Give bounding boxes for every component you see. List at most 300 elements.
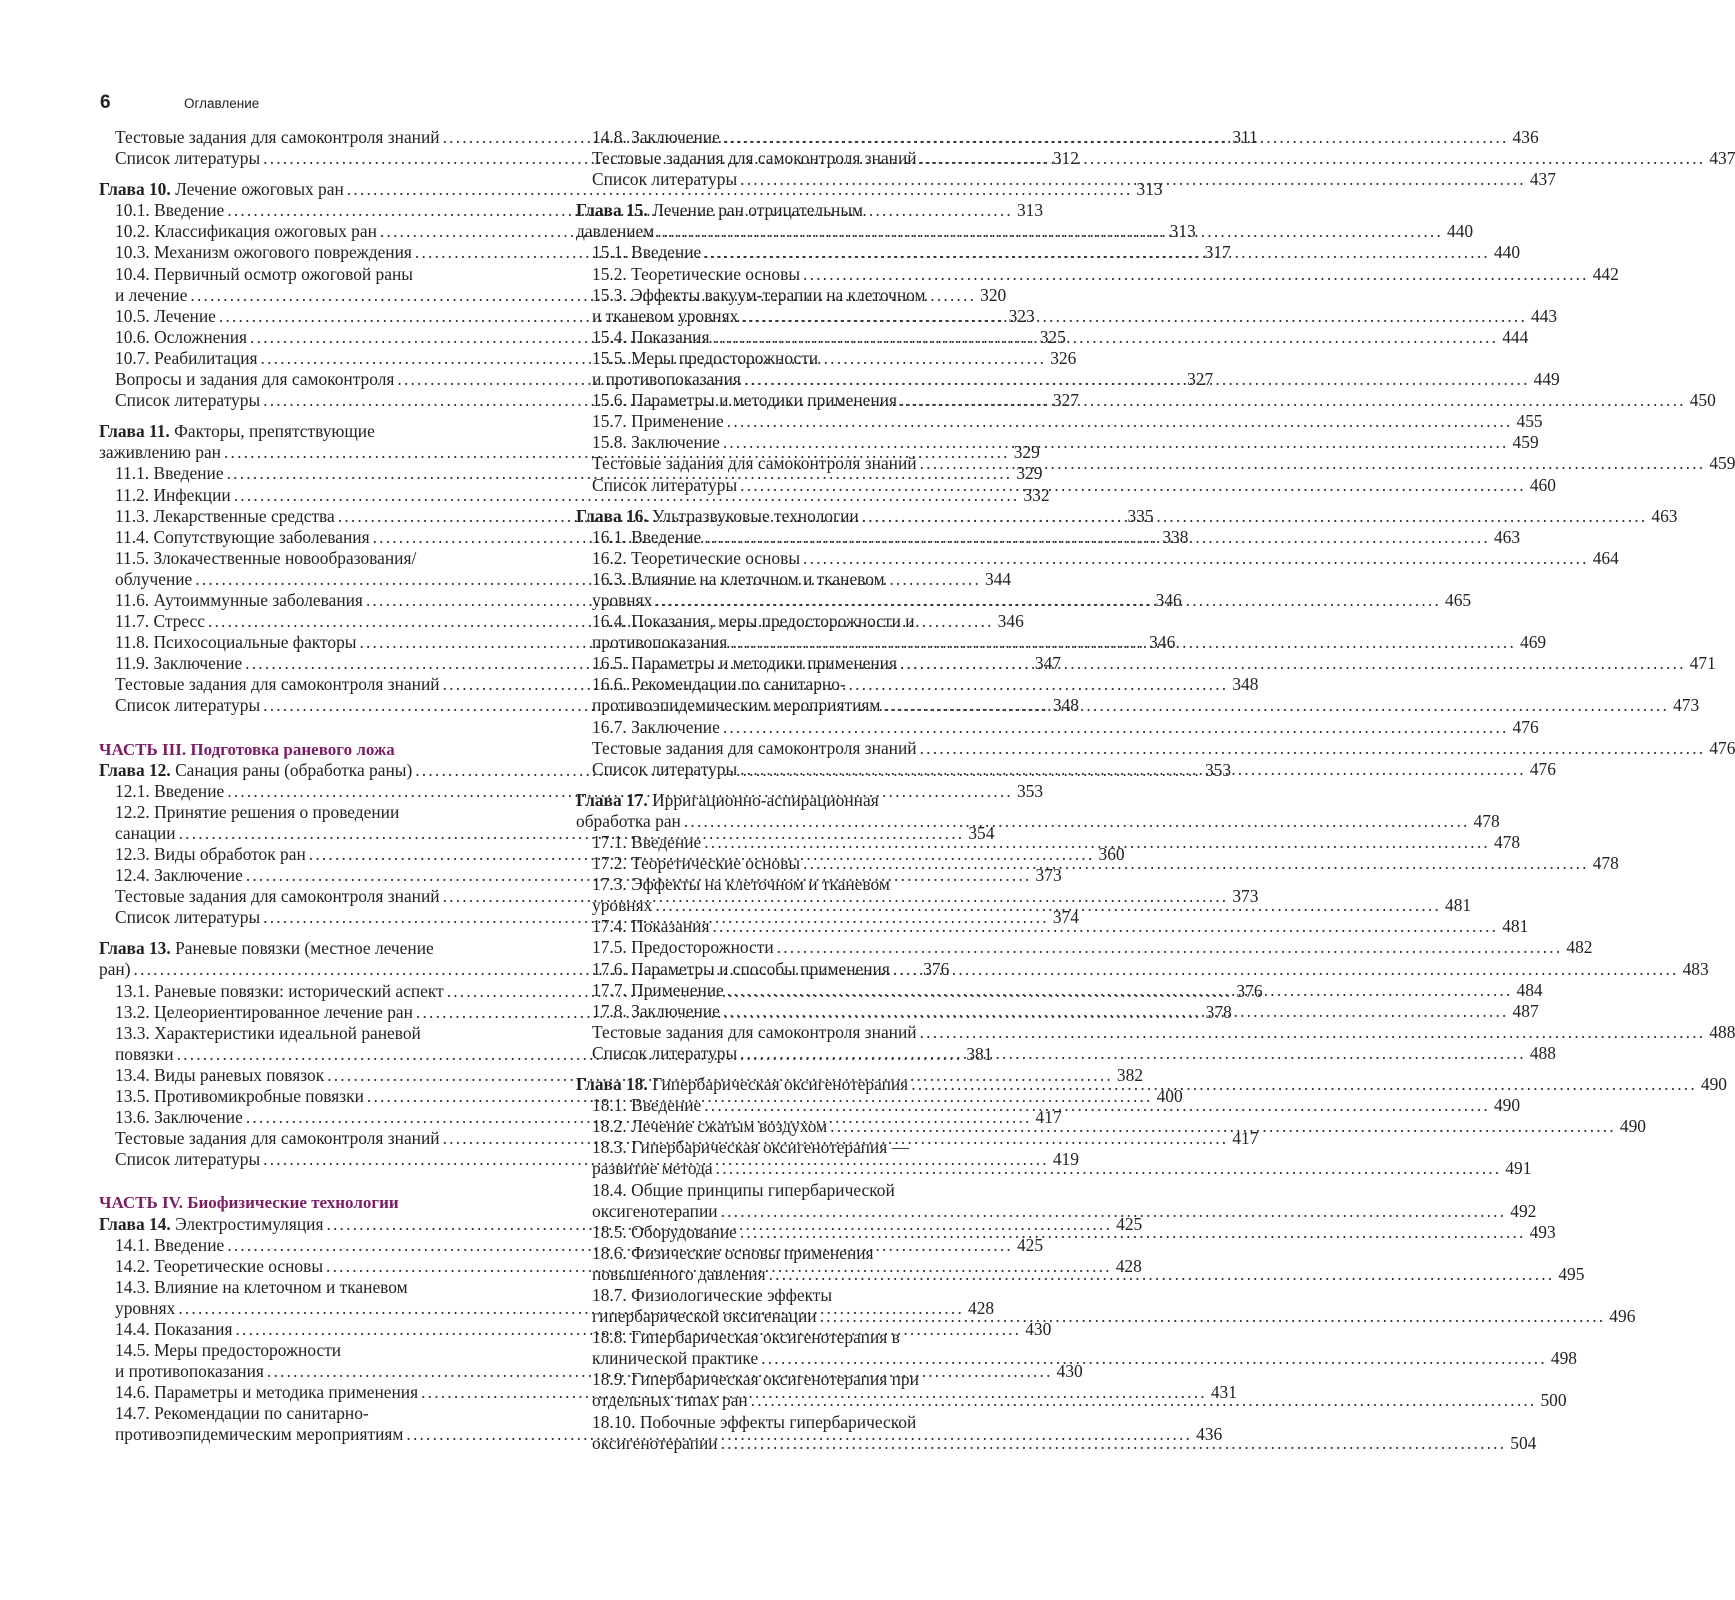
page-ref: 311: [1232, 127, 1258, 147]
page-ref: 360: [1098, 844, 1125, 864]
dot-leader: [681, 811, 1474, 832]
entry-title: обработка ран: [576, 810, 681, 831]
page-ref: 481: [1502, 916, 1529, 937]
page-ref: 442: [1592, 263, 1619, 284]
toc-entry: [576, 569, 1016, 590]
chapter-title: Лечение ран отрицательным: [647, 200, 864, 221]
entry-title: 15.5. Меры предосторожности: [592, 347, 819, 368]
entry-title: 10.7. Реабилитация: [115, 347, 258, 368]
toc-entry: [576, 1327, 1016, 1348]
entry-title: 14.3. Влияние на клеточном и тканевом: [115, 1276, 408, 1297]
toc-entry: [576, 1200, 1537, 1222]
toc-entry: [99, 264, 539, 285]
entry-title: 17.1. Введение: [592, 832, 702, 852]
page-ref: 323: [1008, 305, 1035, 326]
entry-title: гипербарической оксигенации: [592, 1306, 817, 1327]
part-heading: [99, 1192, 539, 1213]
page-ref: 464: [1592, 547, 1619, 568]
page-ref: 455: [1516, 411, 1543, 432]
dot-leader: [880, 695, 1673, 716]
page-ref: 325: [1039, 326, 1066, 347]
toc-entry: [99, 1340, 539, 1361]
dot-leader: [737, 759, 1530, 780]
page-ref: 428: [1115, 1255, 1142, 1276]
dot-leader: [720, 127, 1513, 148]
page-ref: 484: [1516, 979, 1543, 1000]
toc-entry: [576, 411, 1543, 432]
page-ref: 376: [1236, 980, 1263, 1001]
entry-title: 13.6. Заключение: [115, 1107, 243, 1128]
entry-title: 11.8. Психосоциальные факторы: [115, 632, 357, 653]
dot-leader: [827, 1116, 1620, 1137]
toc-entry: [576, 1021, 1735, 1043]
page-ref: 313: [1016, 200, 1044, 221]
entry-title: 16.7. Заключение: [592, 716, 720, 737]
part-heading: [99, 739, 539, 760]
entry-title: 14.2. Теоретические основы: [115, 1255, 324, 1276]
page-ref: 381: [966, 1043, 993, 1064]
page-ref: 419: [1052, 1149, 1079, 1170]
toc-entry: [99, 1023, 539, 1044]
page-ref: 313: [1136, 179, 1163, 200]
entry-title: Список литературы: [115, 907, 261, 928]
dot-leader: [652, 895, 1445, 916]
chapter-title: Электростимуляция: [170, 1213, 324, 1234]
dot-leader: [727, 632, 1520, 653]
toc-entry: [576, 1042, 1556, 1064]
entry-title: уровнях: [592, 895, 653, 916]
chapter-label: Глава 18.: [576, 1074, 648, 1095]
page-ref: 320: [980, 284, 1007, 305]
page-ref: 373: [1035, 865, 1062, 886]
page-ref: 478: [1473, 810, 1500, 831]
entry-title: 11.4. Сопутствующие заболевания: [115, 526, 370, 547]
entry-title: уровнях: [592, 589, 653, 610]
entry-title: Тестовые задания для самоконтроля знаний: [592, 148, 917, 169]
entry-title: Список литературы: [592, 758, 738, 779]
dot-leader: [766, 1264, 1559, 1285]
chapter-label: Глава 10.: [99, 179, 171, 200]
entry-title: 15.1. Введение: [592, 242, 702, 263]
entry-title: 16.4. Показания, меры предосторожности и: [592, 611, 915, 632]
chapter-label: Глава 13.: [99, 938, 171, 959]
page-ref: 348: [1232, 674, 1259, 695]
dot-leader: [917, 1022, 1710, 1043]
page-ref: 471: [1689, 653, 1716, 674]
page-ref: 440: [1493, 242, 1521, 263]
page-ref: 459: [1512, 432, 1539, 453]
entry-title: Список литературы: [115, 695, 261, 716]
page-ref: 492: [1510, 1200, 1537, 1221]
entry-title: 15.7. Применение: [592, 411, 724, 432]
toc-entry: [576, 285, 1016, 306]
entry-title: [99, 1214, 323, 1235]
page-ref: 317: [1204, 242, 1231, 263]
chapter-title: Ультразвуковые технологии: [647, 505, 859, 526]
chapter-title: Раневые повязки (местное лечение: [170, 938, 434, 959]
entry-title: 18.8. Гипербарическая оксигенотерапия в: [592, 1327, 900, 1348]
dot-leader: [908, 1074, 1701, 1095]
entry-title: и тканевом уровнях: [592, 305, 739, 326]
dot-leader: [800, 264, 1593, 285]
page-ref: 490: [1700, 1074, 1727, 1095]
entry-title: повязки: [115, 1043, 174, 1064]
entry-title: 15.4. Показания: [592, 326, 710, 347]
entry-title: 14.7. Рекомендации по санитарно-: [115, 1403, 369, 1424]
toc-entry: [576, 737, 1735, 759]
toc-entry: [576, 1243, 1016, 1264]
page-ref: 344: [985, 568, 1012, 589]
page-ref: 443: [1531, 305, 1558, 326]
page-ref: 482: [1566, 937, 1593, 958]
page-ref: 425: [1016, 1234, 1044, 1255]
page-ref: 332: [1023, 484, 1050, 505]
page-ref: 504: [1510, 1432, 1537, 1453]
dot-leader: [701, 832, 1494, 853]
entry-title: повышенного давления: [592, 1263, 766, 1284]
entry-title: 14.1. Введение: [115, 1234, 225, 1255]
entry-title: 16.3. Влияние на клеточном и тканевом: [592, 568, 885, 589]
dot-leader: [738, 306, 1531, 327]
page-ref: 374: [1052, 907, 1079, 928]
page-ref: 353: [1204, 759, 1232, 780]
dot-leader: [718, 1201, 1511, 1222]
dot-leader: [713, 1158, 1506, 1179]
entry-title: Тестовые задания для самоконтроля знаний: [115, 127, 440, 147]
entry-title: и лечение: [115, 284, 188, 305]
page-ref: 495: [1558, 1263, 1585, 1284]
toc-entry: [99, 802, 539, 823]
page-ref: 436: [1512, 127, 1539, 147]
entry-title: 12.3. Виды обработок ран: [115, 844, 306, 864]
entry-title: 12.2. Принятие решения о проведении: [115, 801, 400, 822]
page-ref: 465: [1445, 589, 1472, 610]
entry-title: 18.7. Физиологические эффекты: [592, 1284, 833, 1305]
page-ref: 431: [1210, 1382, 1237, 1403]
dot-leader: [737, 1222, 1530, 1243]
entry-title: Вопросы и задания для самоконтроля: [115, 369, 395, 390]
toc-entry: [576, 832, 1521, 853]
entry-title: давлением: [576, 221, 655, 242]
dot-leader: [720, 717, 1513, 738]
entry-title: 11.6. Аутоиммунные заболевания: [115, 589, 363, 610]
toc-entry: [576, 263, 1619, 285]
entry-title: [576, 506, 859, 527]
chapter-entry: [576, 200, 1016, 221]
entry-title: 15.6. Параметры и методики применения: [592, 390, 897, 411]
entry-title: и противопоказания: [592, 369, 741, 390]
page-ref: 346: [997, 611, 1024, 632]
entry-title: противопоказания: [592, 632, 728, 653]
entry-title: 14.8. Заключение: [592, 127, 720, 147]
part-heading-text: ЧАСТЬ III. Подготовка раневого ложа: [99, 739, 395, 759]
page-ref: 353: [1016, 780, 1044, 801]
page-ref: 436: [1196, 1424, 1223, 1445]
entry-title: 16.5. Параметры и методики применения: [592, 653, 897, 674]
page-ref: 487: [1512, 1000, 1539, 1021]
dot-leader: [737, 1043, 1530, 1064]
dot-leader: [701, 242, 1494, 263]
entry-title: и противопоказания: [115, 1361, 264, 1382]
entry-title: [99, 938, 434, 959]
entry-title: [99, 421, 375, 442]
page-ref: 449: [1533, 369, 1560, 390]
page-ref: 490: [1619, 1116, 1646, 1137]
entry-title: Список литературы: [115, 148, 261, 169]
page-ref: 481: [1445, 895, 1472, 916]
entry-title: отдельных типах ран: [592, 1390, 748, 1411]
toc-entry: [576, 1369, 1016, 1390]
entry-title: [576, 200, 863, 221]
chapter-label: Глава 12.: [99, 759, 171, 780]
entry-title: 18.4. Общие принципы гипербарической: [592, 1179, 895, 1200]
entry-title: 14.5. Меры предосторожности: [115, 1340, 342, 1361]
entry-title: Список литературы: [115, 1149, 261, 1170]
page-ref: 476: [1709, 737, 1735, 758]
entry-title: противоэпидемическим мероприятиям: [592, 695, 881, 716]
entry-title: Список литературы: [115, 390, 261, 411]
toc-entry: [576, 1306, 1636, 1327]
entry-title: 17.8. Заключение: [592, 1000, 720, 1021]
dot-leader: [817, 1306, 1610, 1327]
page-ref: 417: [1232, 1128, 1259, 1149]
chapter-label: Глава 14.: [99, 1213, 171, 1234]
page-ref: 463: [1493, 526, 1521, 547]
page-header: [100, 92, 259, 118]
toc-entry: [576, 1412, 1016, 1433]
toc-entry: [576, 674, 1016, 695]
entry-title: 17.6. Параметры и способы применения: [592, 958, 890, 979]
entry-title: 13.5. Противомикробные повязки: [115, 1086, 364, 1107]
dot-leader: [758, 1348, 1551, 1369]
entry-title: 15.3. Эффекты вакуум-терапии на клеточном: [592, 284, 926, 305]
page-ref: 496: [1609, 1306, 1636, 1327]
entry-title: 17.4. Показания: [592, 916, 710, 937]
page-ref: 327: [1187, 369, 1214, 390]
entry-title: 17.2. Теоретические основы: [592, 853, 801, 874]
dot-leader: [800, 853, 1593, 874]
page-ref: 498: [1550, 1348, 1577, 1369]
dot-leader: [724, 411, 1517, 432]
toc-entry: [576, 1180, 1016, 1201]
dot-leader: [800, 548, 1593, 569]
entry-title: 18.10. Побочные эффекты гипербарической: [592, 1411, 917, 1432]
chapter-title: Ирригационно-аспирационная: [647, 789, 879, 810]
page-ref: 354: [968, 822, 995, 843]
entry-title: 14.4. Показания: [115, 1318, 233, 1339]
entry-title: 13.3. Характеристики идеальной раневой: [115, 1022, 421, 1043]
toc-entry: [576, 1137, 1016, 1158]
page-ref: 376: [923, 959, 950, 980]
chapter-entry: [576, 790, 1016, 811]
toc-entry: [576, 958, 1709, 980]
entry-title: оксигенотерапии: [592, 1432, 718, 1453]
page-ref: 312: [1052, 148, 1079, 169]
page-ref: 326: [1050, 347, 1077, 368]
entry-title: Тестовые задания для самоконтроля знаний: [592, 1021, 917, 1042]
entry-title: 10.6. Осложнения: [115, 326, 248, 347]
page-ref: 488: [1529, 1042, 1556, 1063]
page-ref: 440: [1447, 221, 1474, 242]
entry-title: [576, 790, 879, 811]
entry-title: 18.9. Гипербарическая оксигенотерапия при: [592, 1369, 919, 1390]
chapter-label: Глава 15.: [576, 200, 648, 221]
page-ref: 488: [1709, 1021, 1735, 1042]
chapter-label: Глава 11.: [99, 421, 170, 442]
entry-title: Тестовые задания для самоконтроля знаний: [592, 453, 917, 474]
entry-title: [99, 179, 344, 200]
entry-title: оксигенотерапии: [592, 1200, 718, 1221]
entry-title: клинической практике: [592, 1348, 759, 1369]
dot-leader: [859, 506, 1652, 527]
page-ref: 476: [1512, 716, 1539, 737]
entry-title: 16.6. Рекомендации по санитарно-: [592, 674, 846, 695]
dot-leader: [748, 1390, 1541, 1411]
page-ref: 346: [1149, 632, 1176, 653]
entry-title: 18.3. Гипербарическая оксигенотерапия —: [592, 1137, 909, 1158]
page-ref: 430: [1056, 1361, 1083, 1382]
entry-title: Тестовые задания для самоконтроля знаний: [115, 674, 440, 695]
page-ref: 335: [1127, 505, 1154, 526]
entry-title: 11.1. Введение: [115, 463, 224, 484]
entry-title: облучение: [115, 568, 193, 589]
chapter-title: Санация раны (обработка раны): [170, 759, 413, 780]
entry-title: 11.9. Заключение: [115, 653, 243, 674]
toc-entry: [576, 547, 1619, 569]
dot-leader: [890, 959, 1683, 980]
entry-title: 11.2. Инфекции: [115, 484, 231, 505]
toc-entry: [576, 937, 1593, 958]
page-ref: 491: [1505, 1158, 1532, 1179]
toc-entry: [99, 548, 539, 569]
entry-title: Тестовые задания для самоконтроля знаний: [115, 1128, 440, 1149]
page-ref: 417: [1035, 1107, 1062, 1128]
page-ref: 428: [968, 1297, 995, 1318]
entry-title: 16.1. Введение: [592, 526, 702, 547]
page-ref: 373: [1232, 886, 1259, 907]
entry-title: 11.3. Лекарственные средства: [115, 505, 335, 526]
dot-leader: [720, 1001, 1513, 1022]
dot-leader: [652, 590, 1445, 611]
page-ref: 478: [1493, 832, 1521, 852]
entry-title: 18.2. Лечение сжатым воздухом: [592, 1116, 828, 1137]
entry-title: 13.2. Целеориентированное лечение ран: [115, 1001, 413, 1022]
chapter-entry: [99, 938, 539, 959]
page-ref: 473: [1673, 695, 1700, 716]
entry-title: 15.8. Заключение: [592, 432, 720, 453]
entry-title: 18.6. Физические основы применения: [592, 1242, 874, 1263]
dot-leader: [720, 432, 1513, 453]
entry-title: 14.6. Параметры и методика применения: [115, 1382, 419, 1403]
toc-entry: [576, 1348, 1577, 1369]
dot-leader: [917, 148, 1710, 169]
toc-entry: [99, 1403, 539, 1424]
entry-title: развитие метода: [592, 1158, 713, 1179]
toc-entry: [576, 810, 1500, 832]
page-ref: 346: [1155, 589, 1182, 610]
dot-leader: [710, 327, 1503, 348]
entry-title: противоэпидемическим мероприятиям: [115, 1424, 404, 1445]
entry-title: 10.4. Первичный осмотр ожоговой раны: [115, 263, 413, 284]
entry-title: Список литературы: [592, 1042, 738, 1063]
page-ref: 437: [1529, 169, 1556, 190]
dot-leader: [741, 369, 1534, 390]
page-ref: 490: [1493, 1095, 1521, 1116]
toc-entry: [576, 611, 1016, 632]
running-title: Оглавление: [184, 96, 260, 111]
page-number: 6: [100, 92, 111, 113]
entry-title: Тестовые задания для самоконтроля знаний: [115, 886, 440, 907]
entry-title: [576, 1074, 908, 1095]
entry-title: 11.5. Злокачественные новообразования/: [115, 547, 417, 568]
entry-title: 11.7. Стресс: [115, 611, 205, 632]
entry-title: 17.7. Применение: [592, 979, 724, 1000]
entry-title: 18.5. Оборудование: [592, 1221, 737, 1242]
dot-leader: [897, 390, 1690, 411]
entry-title: [99, 760, 412, 781]
dot-leader: [701, 527, 1494, 548]
toc-entry: [576, 716, 1539, 738]
entry-title: 10.5. Лечение: [115, 305, 216, 326]
page-ref: 493: [1529, 1221, 1556, 1242]
page-ref: 478: [1592, 853, 1619, 874]
page-ref: 313: [1169, 221, 1196, 242]
entry-title: Список литературы: [592, 474, 738, 495]
dot-leader: [897, 653, 1690, 674]
entry-title: 13.4. Виды раневых повязок: [115, 1064, 325, 1085]
dot-leader: [710, 916, 1503, 937]
page-ref: 463: [1651, 505, 1678, 526]
page-ref: 459: [1709, 453, 1735, 474]
page-ref: 382: [1116, 1064, 1144, 1085]
dot-leader: [701, 1095, 1494, 1116]
entry-title: 12.1. Введение: [115, 780, 225, 801]
dot-leader: [917, 453, 1710, 474]
entry-title: 15.2. Теоретические основы: [592, 263, 801, 284]
chapter-label: Глава 16.: [576, 505, 648, 526]
page-ref: 483: [1682, 958, 1709, 979]
dot-leader: [774, 937, 1567, 958]
entry-title: Тестовые задания для самоконтроля знаний: [592, 737, 917, 758]
page-ref: 450: [1689, 390, 1716, 411]
dot-leader: [917, 738, 1710, 759]
chapter-label: Глава 17.: [576, 789, 648, 810]
chapter-title: Лечение ожоговых ран: [170, 179, 344, 200]
entry-title: 17.5. Предосторожности: [592, 937, 774, 958]
page-ref: 347: [1034, 653, 1061, 674]
chapter-title: Гипербарическая оксигенотерапия: [647, 1074, 909, 1095]
dot-leader: [737, 169, 1530, 190]
entry-title: 16.2. Теоретические основы: [592, 547, 801, 568]
entry-title: уровнях: [115, 1297, 176, 1318]
page-ref: 460: [1529, 474, 1556, 495]
entry-title: 10.1. Введение: [115, 200, 225, 221]
part-heading-text: ЧАСТЬ IV. Биофизические технологии: [99, 1193, 399, 1213]
page-ref: 425: [1116, 1213, 1143, 1234]
page-ref: 469: [1520, 632, 1547, 653]
entry-title: заживлению ран: [99, 442, 221, 463]
dot-leader: [737, 475, 1530, 496]
chapter-entry: [99, 421, 539, 442]
page-ref: 378: [1205, 1001, 1232, 1022]
page-ref: 400: [1156, 1086, 1183, 1107]
dot-leader: [724, 980, 1517, 1001]
page-ref: 437: [1709, 148, 1735, 169]
page-ref: 348: [1052, 695, 1079, 716]
entry-title: 18.1. Введение: [592, 1095, 702, 1116]
toc-entry: [576, 348, 1016, 369]
entry-title: 13.1. Раневые повязки: исторический аспект: [115, 980, 444, 1001]
